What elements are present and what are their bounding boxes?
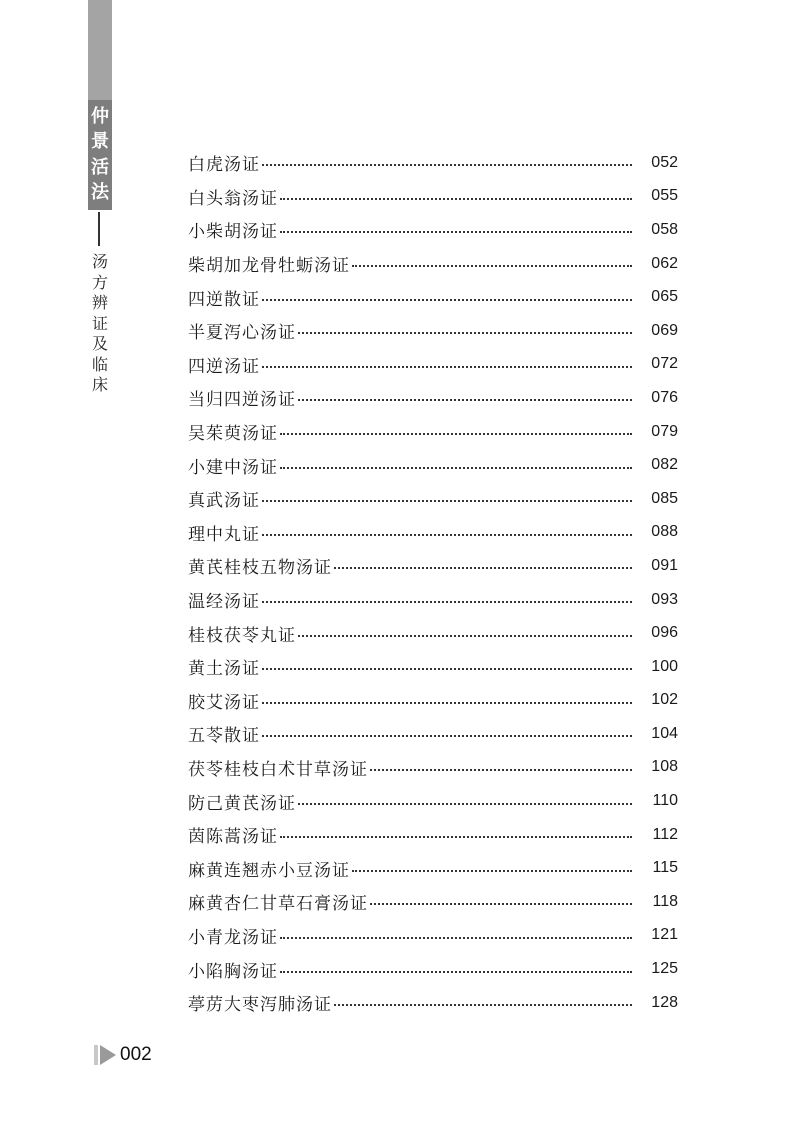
page-marker: [94, 1044, 152, 1066]
toc-entry[interactable]: [188, 213, 678, 247]
toc-entry-title: 半夏泻心汤证: [188, 323, 296, 344]
toc-leader-dots: [280, 970, 632, 973]
book-title-char: 仲: [91, 105, 109, 127]
toc-entry-title: 麻黄杏仁甘草石膏汤证: [188, 894, 368, 915]
toc-leader-dots: [370, 768, 632, 771]
toc-entry-page: 079: [651, 422, 678, 440]
toc-entry[interactable]: [188, 348, 678, 382]
toc-leader-dots: [352, 264, 632, 267]
toc-leader-dots: [280, 466, 632, 469]
toc-leader-dots: [298, 331, 632, 334]
toc-entry-page: 058: [651, 220, 678, 238]
book-subtitle-vertical: [88, 252, 112, 396]
toc-entry-title: 胶艾汤证: [188, 692, 260, 713]
toc-entry[interactable]: [188, 818, 678, 852]
toc-entry-page: 115: [652, 859, 678, 877]
toc-leader-dots: [280, 835, 632, 838]
toc-entry[interactable]: [188, 516, 678, 550]
book-title-char: 景: [91, 131, 109, 153]
toc-leader-dots: [262, 365, 632, 368]
toc-leader-dots: [298, 398, 632, 401]
toc-entry[interactable]: [188, 751, 678, 785]
toc-entry-title: 茵陈蒿汤证: [188, 827, 278, 848]
toc-leader-dots: [280, 936, 632, 939]
toc-entry-title: 茯苓桂枝白术甘草汤证: [188, 759, 368, 780]
toc-leader-dots: [262, 499, 632, 502]
toc-entry-title: 黄芪桂枝五物汤证: [188, 558, 332, 579]
toc-leader-dots: [262, 163, 632, 166]
toc-entry[interactable]: [188, 381, 678, 415]
toc-entry-page: 121: [651, 926, 678, 944]
toc-leader-dots: [280, 197, 632, 200]
toc-entry-page: 091: [651, 556, 678, 574]
toc-entry[interactable]: [188, 146, 678, 180]
toc-entry-page: 082: [651, 456, 678, 474]
toc-leader-dots: [262, 298, 632, 301]
book-title-vertical: [88, 100, 112, 210]
toc-entry-page: 055: [651, 187, 678, 205]
book-subtitle-char: 证: [91, 313, 108, 333]
toc-entry[interactable]: [188, 247, 678, 281]
toc-entry-title: 柴胡加龙骨牡蛎汤证: [188, 256, 350, 277]
toc-leader-dots: [352, 869, 632, 872]
toc-entry-title: 小陷胸汤证: [188, 961, 278, 982]
book-subtitle-char: 及: [91, 334, 108, 353]
toc-entry-title: 桂枝茯苓丸证: [188, 625, 296, 646]
toc-entry[interactable]: [188, 415, 678, 449]
toc-entry-page: 085: [651, 489, 678, 507]
toc-entry-page: 128: [651, 993, 678, 1011]
toc-entry-title: 五苓散证: [188, 726, 260, 747]
toc-entry-page: 100: [651, 657, 678, 675]
toc-entry-title: 四逆散证: [188, 289, 260, 310]
toc-entry-page: 088: [651, 523, 678, 541]
toc-entry-page: 065: [651, 288, 678, 306]
toc-leader-dots: [262, 734, 632, 737]
toc-entry[interactable]: [188, 919, 678, 953]
toc-entry-title: 防己黄芪汤证: [188, 793, 296, 814]
toc-entry-page: 096: [651, 624, 678, 642]
side-band: [88, 0, 112, 100]
toc-entry[interactable]: [188, 986, 678, 1020]
toc-entry[interactable]: [188, 314, 678, 348]
toc-entry-page: 104: [651, 724, 678, 742]
toc-leader-dots: [262, 600, 632, 603]
toc-entry-page: 093: [651, 590, 678, 608]
toc-entry-page: 118: [652, 892, 678, 910]
toc-entry-page: 125: [651, 960, 678, 978]
toc-leader-dots: [280, 432, 632, 435]
toc-entry[interactable]: [188, 180, 678, 214]
toc-entry[interactable]: [188, 885, 678, 919]
toc-entry-page: 102: [651, 691, 678, 709]
page-marker-bar: [94, 1045, 98, 1065]
toc-entry-title: 当归四逆汤证: [188, 390, 296, 411]
toc-entry-page: 062: [651, 254, 678, 272]
toc-leader-dots: [280, 230, 632, 233]
toc-leader-dots: [370, 902, 632, 905]
toc-entry[interactable]: [188, 851, 678, 885]
toc-entry-page: 076: [651, 388, 678, 406]
toc-leader-dots: [262, 701, 632, 704]
toc-entry-page: 072: [651, 355, 678, 373]
toc-entry[interactable]: [188, 952, 678, 986]
toc-leader-dots: [334, 1003, 632, 1006]
page-marker-arrow-icon: [100, 1045, 116, 1065]
toc-entry-title: 白虎汤证: [188, 155, 260, 176]
toc-entry[interactable]: [188, 616, 678, 650]
toc-entry-title: 真武汤证: [188, 491, 260, 512]
book-subtitle-char: 汤: [91, 252, 108, 271]
book-subtitle-char: 辨: [91, 293, 108, 312]
toc-entry-page: 112: [652, 825, 678, 843]
toc-entry[interactable]: [188, 549, 678, 583]
toc-leader-dots: [298, 802, 632, 805]
toc-entry-title: 小建中汤证: [188, 457, 278, 478]
toc-entry-title: 白头翁汤证: [188, 188, 278, 209]
toc-entry-title: 麻黄连翘赤小豆汤证: [188, 860, 350, 881]
toc-entry-title: 四逆汤证: [188, 356, 260, 377]
toc-entry[interactable]: [188, 583, 678, 617]
book-subtitle-char: 临: [91, 354, 108, 374]
toc-entry-title: 小柴胡汤证: [188, 222, 278, 243]
toc-entry-title: 温经汤证: [188, 592, 260, 613]
toc-entry-title: 理中丸证: [188, 524, 260, 545]
toc-entry[interactable]: [188, 684, 678, 718]
toc-entry-title: 小青龙汤证: [188, 927, 278, 948]
toc-leader-dots: [298, 634, 632, 637]
book-subtitle-char: 床: [91, 375, 108, 394]
book-title-char: 活: [91, 156, 109, 178]
toc-entry-title: 黄土汤证: [188, 659, 260, 680]
page-number: 002: [120, 1044, 152, 1065]
toc-entry-page: 110: [652, 792, 678, 810]
toc-entry-page: 052: [651, 153, 678, 171]
toc-leader-dots: [262, 667, 632, 670]
toc-entry-page: 108: [651, 758, 678, 776]
toc-entry-title: 葶苈大枣泻肺汤证: [188, 995, 332, 1016]
toc-entry[interactable]: [188, 280, 678, 314]
toc-entry[interactable]: [188, 650, 678, 684]
toc-entry-page: 069: [651, 321, 678, 339]
toc-entry-title: 吴茱萸汤证: [188, 424, 278, 445]
toc-leader-dots: [262, 533, 632, 536]
book-title-char: 法: [91, 182, 109, 204]
title-divider-line: [98, 212, 100, 246]
table-of-contents: [188, 146, 678, 1019]
book-subtitle-char: 方: [91, 272, 108, 292]
toc-entry[interactable]: [188, 448, 678, 482]
toc-leader-dots: [334, 566, 632, 569]
toc-entry[interactable]: [188, 784, 678, 818]
toc-entry[interactable]: [188, 717, 678, 751]
toc-entry[interactable]: [188, 482, 678, 516]
